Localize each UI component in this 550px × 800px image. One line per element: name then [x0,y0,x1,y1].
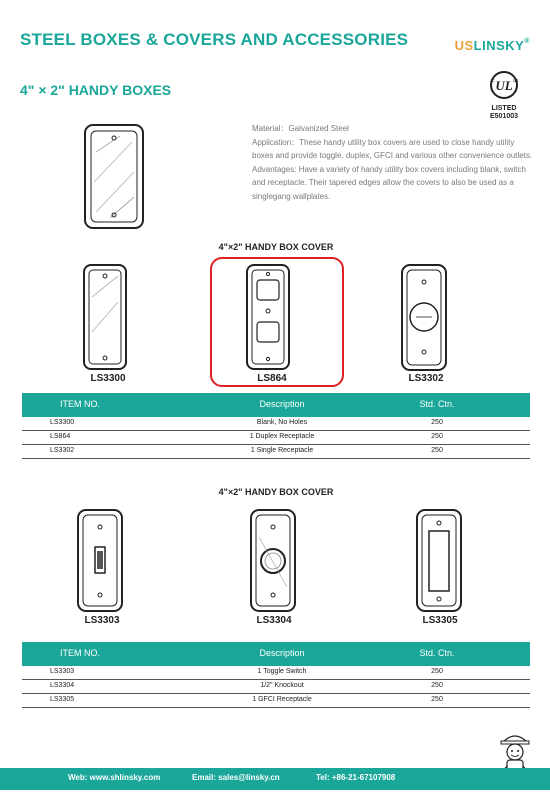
item-description: Blank, No Holes [256,419,308,426]
logo-linsky: LINSKY [473,38,525,53]
product-description [252,122,537,203]
item-ctn: 250 [431,682,443,689]
item-description: 1 Duplex Receptacle [249,433,315,440]
footer-bar [0,768,550,790]
item-ctn: 250 [431,696,443,703]
item-ctn: 250 [431,447,443,454]
header-item-no: ITEM NO. [60,399,100,409]
table-header [22,642,530,666]
table-row [22,694,530,708]
svg-text:c: c [492,78,495,84]
group2-title: 4"×2" HANDY BOX COVER [218,487,334,497]
selected-item-highlight [210,257,344,387]
model-ls3304: LS3304 [256,615,292,626]
footer-tel: Tel: +86-21-67107908 [316,773,396,782]
application-text: Application：These handy utility box covers are used to close handy utility boxes and provide toggle, duplex, GFCI and various other convenience outlets. [252,137,533,160]
group1-title: 4"×2" HANDY BOX COVER [218,242,334,252]
header-std-ctn: Std. Ctn. [419,648,455,658]
ls3302-image [398,262,450,374]
header-description: Description [259,399,305,409]
table-row [22,680,530,694]
item-no: LS3302 [50,447,75,454]
table-header [22,393,530,417]
ls3303-image [74,507,126,615]
item-no: LS3303 [50,668,75,675]
header-item-no: ITEM NO. [60,648,100,658]
model-ls864: LS864 [257,373,287,384]
svg-text:us: us [513,78,519,84]
material-text: Material：Galvanized Steel [252,124,349,133]
item-description: 1 Toggle Switch [257,668,307,675]
section-title: 4" × 2" HANDY BOXES [20,82,172,98]
ul-listed: LISTED [491,105,517,112]
footer-email[interactable]: Email: sales@linsky.cn [192,773,280,782]
table-row [22,431,530,445]
table-row [22,445,530,459]
group1-table [22,393,530,459]
logo-registered: ® [524,38,530,45]
group2-table [22,642,530,708]
table-row [22,666,530,680]
ul-logo-icon [489,70,519,100]
advantages-text: Advantages: Have a variety of handy utility box covers including blank, switch and receptacle. Their tapered edges allow the covers to also be used as a singlegang wallplates. [252,164,526,201]
item-ctn: 250 [431,433,443,440]
item-ctn: 250 [431,668,443,675]
page-title: STEEL BOXES & COVERS AND ACCESSORIES [20,30,409,49]
item-description: 1 Single Receptacle [250,447,314,454]
item-no: LS864 [50,433,71,440]
brand-logo [455,38,530,53]
item-description: 1 GFCI Receptacle [252,696,312,703]
header-description: Description [259,648,305,658]
ul-file-number: E501003 [489,113,519,120]
ul-logo-text: UL [495,78,513,93]
footer-web[interactable]: Web: www.shlinsky.com [68,773,161,782]
model-ls3302: LS3302 [408,373,444,384]
ls3305-image [413,507,465,615]
header-std-ctn: Std. Ctn. [419,399,455,409]
logo-us: US [454,38,474,53]
item-no: LS3300 [50,419,75,426]
item-ctn: 250 [431,419,443,426]
item-no: LS3304 [50,682,75,689]
item-no: LS3305 [50,696,75,703]
model-ls3305: LS3305 [422,615,458,626]
item-description: 1/2" Knockout [260,682,304,689]
model-ls3303: LS3303 [84,615,120,626]
ls3300-image [80,262,130,372]
blank-cover-main-image [80,122,150,232]
table-row [22,417,530,431]
ls3304-image [247,507,299,615]
ul-certification [478,70,530,121]
model-ls3300: LS3300 [90,373,126,384]
